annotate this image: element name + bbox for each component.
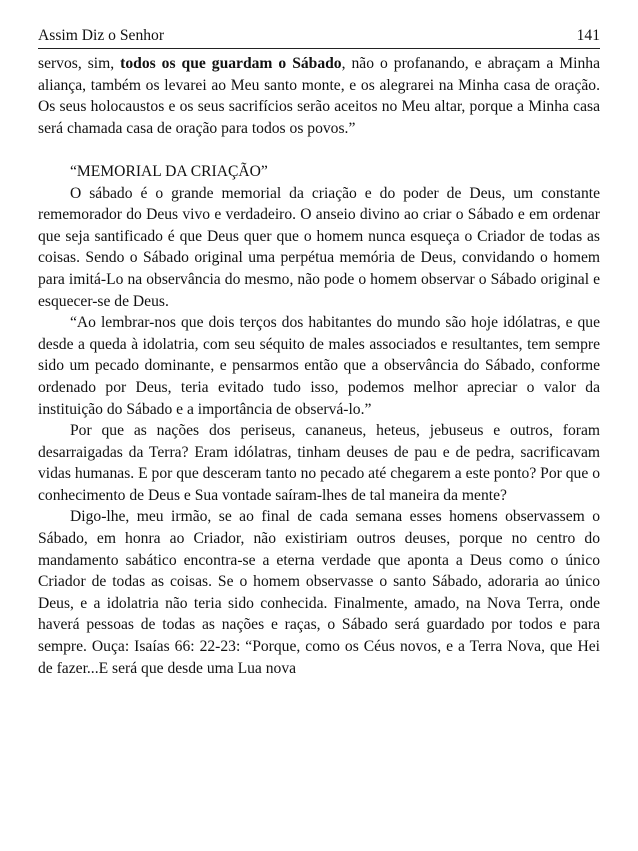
page-number: 141 <box>576 27 600 44</box>
section-title: “MEMORIAL DA CRIAÇÃO” <box>70 162 268 180</box>
paragraph: “Ao lembrar-nos que dois terços dos habitantes do mundo são hoje idólatras, e que desde a queda à idolatria, com seu séquito de males associados e resultantes, tem sempre sido um pecado dominante, e pensarmos então que a observância do Sábado, conforme ordenado por Deus, teria evitado tudo isso, podemos melhor apreciar o valor da instituição do Sábado e a importância de observá-lo.” <box>38 314 600 418</box>
paragraph-gap <box>38 139 600 161</box>
document-page <box>38 26 600 679</box>
paragraph: Digo-lhe, meu irmão, se ao final de cada semana esses homens observassem o Sábado, em honra ao Criador, não existiriam outros deuses, porque no centro do mandamento sabático encontra-se a eterna verdade que aponta a Deus como o único Criador de todas as coisas. Se o homem observasse o santo Sábado, adoraria ao único Deus, e a idolatria não teria sido conhecida. Finalmente, amado, na Nova Terra, onde haverá pessoas de todas as nações e raças, o Sábado será guardado por todos e para sempre. Ouça: Isaías 66: 22-23: “Porque, como os Céus novos, e a Terra Nova, que Hei de fazer...E será que desde uma Lua nova <box>38 508 600 677</box>
paragraph-continued <box>38 53 600 139</box>
paragraph-text: servos, sim, <box>38 55 121 72</box>
book-title: Assim Diz o Senhor <box>38 27 165 44</box>
bold-emphasis: todos os que guardam o Sábado <box>120 55 342 72</box>
paragraph-text: , não o profanando, e abraçam a Minha aliança, também os levarei ao Meu santo monte, e os alegrarei na Minha casa de oração. Os seus holocaustos e os seus sacrifícios serão aceitos no Meu altar, porque a Minha casa será chamada casa de oração para todos os povos.” <box>38 55 600 137</box>
running-header <box>38 26 600 49</box>
paragraph: Por que as nações dos periseus, cananeus, heteus, jebuseus e outros, foram desarraigadas da Terra? Eram idólatras, tinham deuses de pau e de pedra, sacrificavam vidas humanas. E por que desceram tanto no pecado até chegarem a este ponto? Por que o conhecimento de Deus e Sua vontade saíram-lhes de tal maneira da mente? <box>38 422 600 504</box>
body-text <box>38 53 600 679</box>
paragraph: O sábado é o grande memorial da criação e do poder de Deus, um constante rememorador do Deus vivo e verdadeiro. O anseio divino ao criar o Sábado e em ordenar que seja santificado é que Deus quer que o homem nunca esqueça o Criador de todas as coisas. Sendo o Sábado original uma perpétua memória de Deus, convidando o homem para imitá-Lo na observância do mesmo, não pode o homem observar o Sábado original e esquecer-se de Deus. <box>38 184 600 310</box>
